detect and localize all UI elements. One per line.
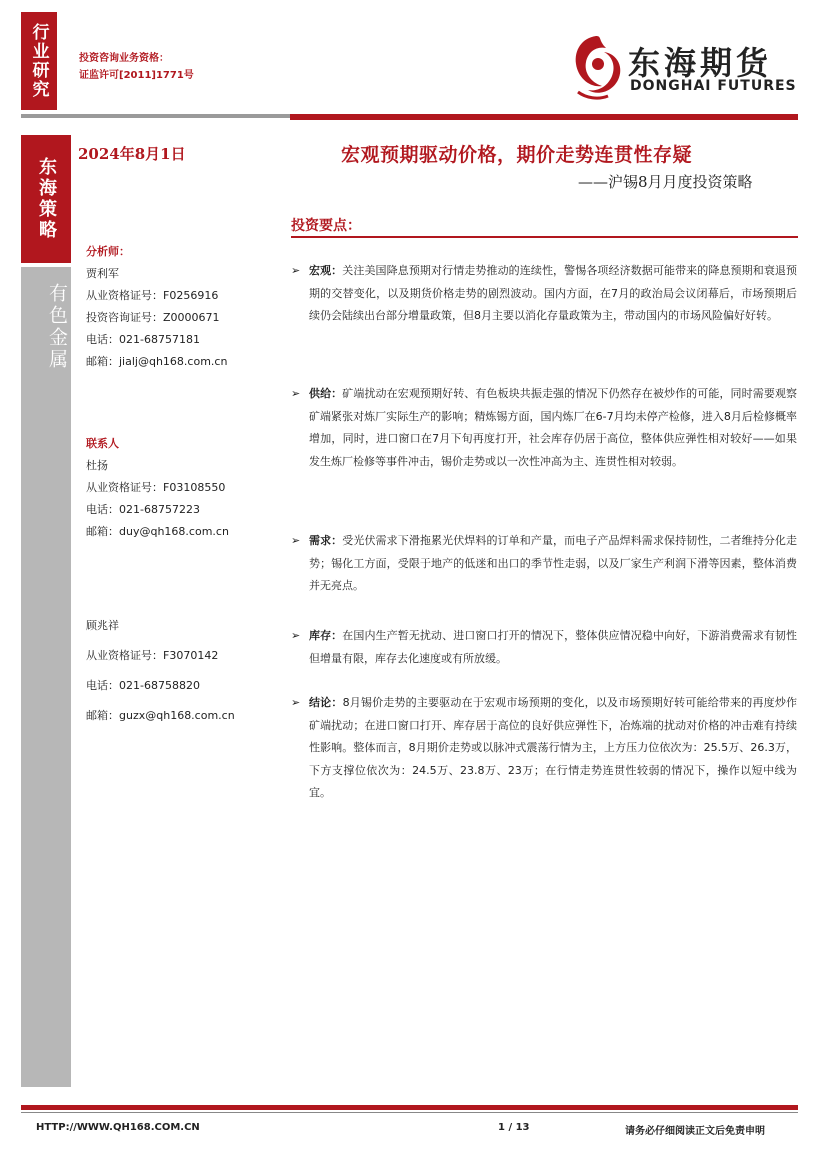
contact-name: 顾兆祥 [86, 619, 119, 632]
arrow-bullet-icon: ➢ [291, 534, 301, 547]
license-line-2: 证监许可[2011]1771号 [79, 70, 194, 81]
point-text: 8月锡价走势的主要驱动在于宏观市场预期的变化，以及市场预期好转可能给带来的再度炒作矿端扰动；在进口窗口打开、库存居于高位的良好供应弹性下，冶炼端的扰动对价格的冲击难有持续性影响。整体而言，8月期价走势或以脉冲式震荡行情为主，上方压力位依次为：25.5万、26.3万，下方支撑位依次为：24.5万、23.8万、23万；在行情走势连贯性较弱的情况下，操作以短中线为宜。 [309, 696, 797, 799]
logo-english-name: DONGHAI FUTURES [630, 78, 797, 94]
key-point-inventory [291, 625, 797, 670]
key-point-conclusion [291, 692, 797, 805]
sector-tag: 有色金属 [46, 283, 68, 371]
company-logo [568, 30, 798, 102]
point-label: 需求： [309, 534, 343, 547]
point-text: 受光伏需求下滑拖累光伏焊料的订单和产量，而电子产品焊料需求保持韧性，二者维持分化走势；锡化工方面，受限于地产的低迷和出口的季节性走弱，以及厂家生产利润下滑等因素，整体消费并无亮点。 [309, 534, 797, 592]
contact-block-2 [86, 611, 235, 731]
point-text: 在国内生产暂无扰动、进口窗口打开的情况下，整体供应情况稳中向好，下游消费需求有韧性但增量有限，库存去化速度或有所放缓。 [309, 629, 797, 665]
analyst-name: 贾利军 [86, 267, 119, 280]
arrow-bullet-icon: ➢ [291, 629, 301, 642]
footer-disclaimer: 请务必仔细阅读正文后免责申明 [625, 1126, 765, 1137]
analyst-block [86, 241, 227, 373]
page-number: 1 / 13 [498, 1122, 530, 1133]
contact-qualification: 从业资格证号：F03108550 [86, 481, 226, 494]
analyst-email: 邮箱：jialj@qh168.com.cn [86, 355, 228, 368]
analyst-phone: 电话：021-68757181 [86, 333, 200, 346]
analyst-qualification: 从业资格证号：F0256916 [86, 289, 219, 302]
section-heading: 投资要点： [291, 218, 361, 234]
analyst-heading: 分析师： [86, 245, 130, 258]
point-label: 库存： [309, 629, 343, 642]
contact-phone: 电话：021-68757223 [86, 503, 200, 516]
header-divider-accent [290, 114, 798, 120]
point-text: 关注美国降息预期对行情走势推动的连续性，警惕各项经济数据可能带来的降息预期和衰退预期的交替变化，以及期货价格走势的剧烈波动。国内方面，在7月的政治局会议闭幕后，市场预期后续仍会陆续出台部分增量政策，但8月主要以消化存量政策为主，带动国内的市场风险偏好好转。 [309, 264, 797, 322]
footer-divider [21, 1112, 798, 1113]
license-info [79, 50, 194, 84]
point-label: 宏观： [309, 264, 343, 277]
contact-phone: 电话：021-68758820 [86, 679, 200, 692]
key-point-macro [291, 260, 797, 328]
contact-email: 邮箱：guzx@qh168.com.cn [86, 709, 235, 722]
arrow-bullet-icon: ➢ [291, 387, 301, 400]
sidebar-gray-block [21, 267, 71, 1087]
report-title: 宏观预期驱动价格，期价走势连贯性存疑 [341, 144, 693, 166]
point-label: 供给： [309, 387, 343, 400]
key-point-demand [291, 530, 797, 598]
arrow-bullet-icon: ➢ [291, 264, 301, 277]
dragon-logo-icon [568, 30, 624, 102]
contact-qualification: 从业资格证号：F3070142 [86, 649, 219, 662]
contact-name: 杜扬 [86, 459, 108, 472]
section-underline [291, 236, 798, 238]
strategy-tag: 东海策略 [36, 157, 57, 241]
analyst-advisory-cert: 投资咨询证号：Z0000671 [86, 311, 220, 324]
report-type-tag: 行业研究 [21, 12, 57, 110]
contact-email: 邮箱：duy@qh168.com.cn [86, 525, 229, 538]
point-label: 结论： [309, 696, 343, 709]
report-subtitle: ——沪锡8月月度投资策略 [578, 173, 753, 191]
contact-heading: 联系人 [86, 437, 119, 450]
arrow-bullet-icon: ➢ [291, 696, 301, 709]
footer-website-link[interactable]: HTTP://WWW.QH168.COM.CN [36, 1122, 200, 1133]
logo-chinese-name: 东海期货 [628, 44, 773, 82]
license-line-1: 投资咨询业务资格： [79, 53, 169, 64]
report-date: 2024年8月1日 [78, 145, 186, 163]
point-text: 矿端扰动在宏观预期好转、有色板块共振走强的情况下仍然存在被炒作的可能，同时需要观察矿端紧张对炼厂实际生产的影响；精炼锡方面，国内炼厂在6-7月均未停产检修，进入8月后检修概率增加，同时，进口窗口在7月下旬再度打开，社会库存仍居于高位，整体供应弹性相对较好——如果发生炼厂检修等事件冲击，锡价走势或以一次性冲高为主、连贯性相对较弱。 [309, 387, 797, 468]
key-point-supply [291, 383, 797, 473]
contact-block-1 [86, 433, 229, 543]
footer-divider-accent [21, 1105, 798, 1110]
